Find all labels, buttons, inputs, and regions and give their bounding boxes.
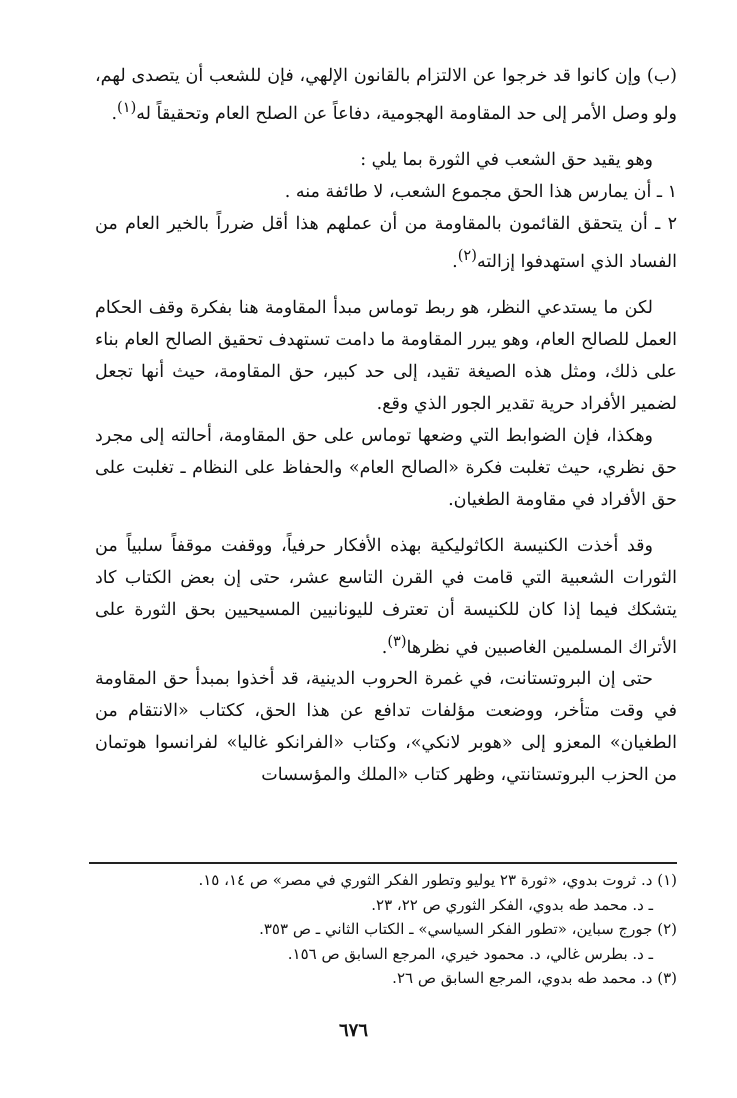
paragraph-3: لكن ما يستدعي النظر، هو ربط توماس مبدأ المقاومة هنا بفكرة وقف الحكام العمل للصالح العام، وهو يبرر المقاومة ما دامت تستهدف تحقيق الصالح العام بناء على ذلك، ومثل هذه الصيغة تقيد، إلى حد كبير، حق المقاومة، حيث أنها تجعل لضمير الأفراد حرية تقدير الجور الذي وقع. [95, 297, 677, 414]
paragraph-5-text: وقد أخذت الكنيسة الكاثوليكية بهذه الأفكار حرفياً، ووقفت موقفاً سلبياً من الثورات الشعبية التي قامت في القرن التاسع عشر، حتى إن بعض الكتاب كاد يتشكك فيما إذا كان للكنيسة أن تعترف لليونانيين المسيحيين بحق الثورة على الأتراك المسلمين الغاصبين في نظرها [95, 535, 677, 658]
condition-1: ١ ـ أن يمارس هذا الحق مجموع الشعب، لا طائفة منه . [284, 181, 677, 202]
spacer [95, 278, 677, 292]
paragraph-5-end: . [381, 637, 388, 658]
spacer [95, 130, 677, 144]
footnote-1: (١) د. ثروت بدوي، «ثورة ٢٣ يوليو وتطور الفكر الثوري في مصر» ص ١٤، ١٥. [198, 871, 677, 889]
spacer [95, 516, 677, 530]
condition-2 [95, 208, 677, 278]
condition-2-end: . [452, 251, 458, 272]
main-text [95, 60, 677, 791]
footnote-3: (٣) د. محمد طه بدوي، المرجع السابق ص ٢٦. [392, 969, 677, 987]
page-number: ٦٧٦ [338, 1020, 368, 1041]
conditions-intro: وهو يقيد حق الشعب في الثورة بما يلي : [360, 149, 653, 170]
footnote-ref-3: (٣) [387, 632, 407, 650]
paragraph-b-end: . [111, 103, 118, 124]
paragraph-4: وهكذا، فإن الضوابط التي وضعها توماس على حق المقاومة، أحالته إلى مجرد حق نظري، حيث تغلبت فكرة «الصالح العام» والحفاظ على النظام ـ تغلبت على حق الأفراد في مقاومة الطغيان. [95, 425, 677, 510]
footnote-ref-1: (١) [117, 99, 137, 116]
paragraph-5 [95, 530, 677, 664]
paragraph-6: حتى إن البروتستانت، في غمرة الحروب الدينية، قد أخذوا بمبدأ حق المقاومة في وقت متأخر، ووضعت مؤلفات تدافع عن هذا الحق، ككتاب «الانتقام من الطغيان» المعزو إلى «هوبر لانكي»، وكتاب «الفرانكو غاليا» لفرانسوا هوتمان من الحزب البروتستانتي، وظهر كتاب «الملك والمؤسسات [95, 669, 677, 786]
footnote-2-extra: ـ د. بطرس غالي، د. محمود خيري، المرجع السابق ص ١٥٦. [287, 944, 653, 963]
footnote-1-extra: ـ د. محمد طه بدوي، الفكر الثوري ص ٢٢، ٢٣. [371, 895, 653, 914]
footnote-ref-2: (٢) [457, 246, 477, 264]
paragraph-b-text: (ب) وإن كانوا قد خرجوا عن الالتزام بالقانون الإلهي، فإن للشعب أن يتصدى لهم، ولو وصل الأمر إلى حد المقاومة الهجومية، دفاعاً عن الصلح العام وتحقيقاً له [95, 66, 677, 124]
condition-2-text: ٢ ـ أن يتحقق القائمون بالمقاومة من أن عملهم هذا أقل ضرراً بالخير العام من الفساد الذي استهدفوا إزالته [95, 213, 677, 272]
footnote-2: (٢) جورج سباين، «تطور الفكر السياسي» ـ الكتاب الثاني ـ ص ٣٥٣. [259, 920, 677, 938]
footnotes [150, 868, 677, 991]
paragraph-b [95, 60, 677, 130]
footnote-separator [89, 862, 677, 864]
